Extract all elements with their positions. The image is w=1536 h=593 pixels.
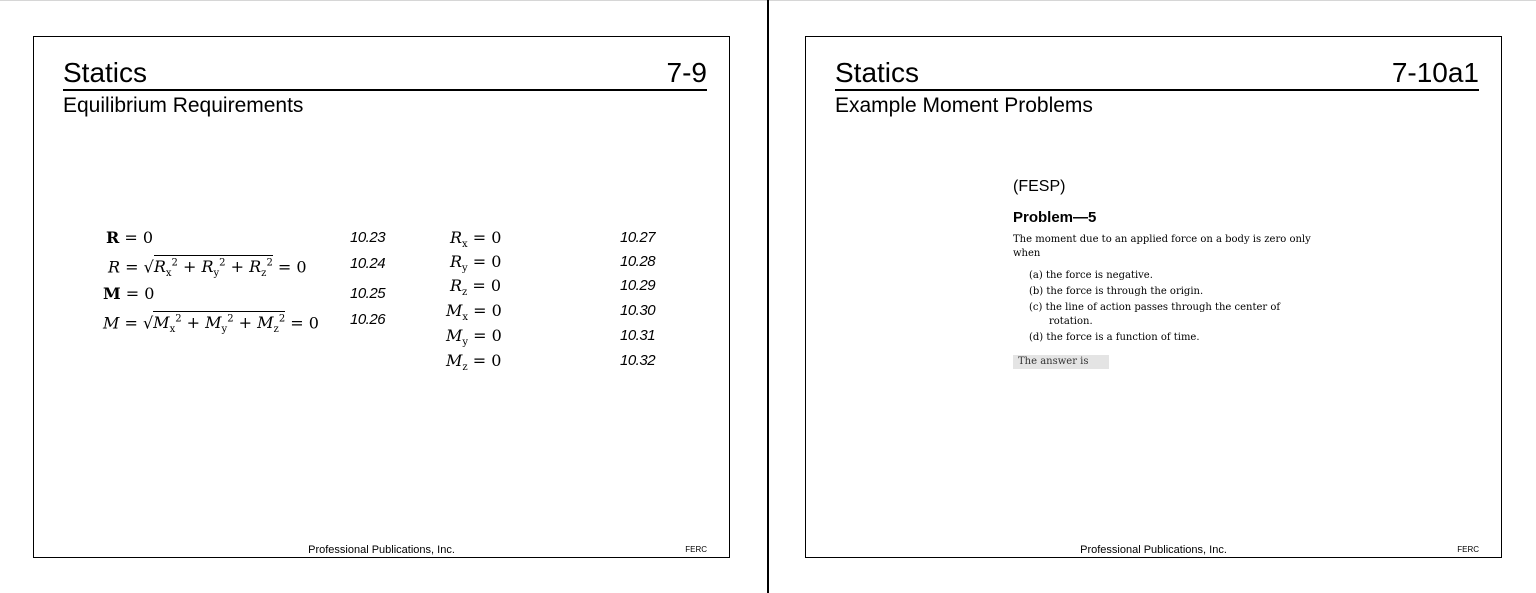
option-d: (d) the force is a function of time. bbox=[1029, 332, 1200, 343]
page-divider bbox=[767, 0, 769, 593]
slide-7-10a1 bbox=[805, 36, 1502, 558]
equation-number: 10.29 bbox=[620, 277, 656, 294]
equation-10-29: $R_z = 0$ bbox=[450, 276, 502, 299]
equation-10-31: $M_y = 0$ bbox=[446, 326, 502, 349]
equation-number: 10.28 bbox=[620, 253, 656, 270]
title-rule bbox=[835, 89, 1479, 91]
problem-block bbox=[1013, 177, 1313, 369]
equation-10-30: $M_x = 0$ bbox=[446, 301, 502, 324]
problem-text: The moment due to an applied force on a body is zero only when bbox=[1013, 234, 1311, 259]
slide-7-9 bbox=[33, 36, 730, 558]
footer-publisher: Professional Publications, Inc. bbox=[308, 544, 455, 556]
slide-number: 7-10a1 bbox=[1391, 57, 1479, 88]
option-b: (b) the force is through the origin. bbox=[1029, 286, 1204, 297]
equation-10-26: $M = √M_x^2 + M_y^2 + M_z^2 = 0$ bbox=[103, 313, 319, 336]
answer-box: The answer is bbox=[1013, 355, 1109, 369]
footer-code: FERC bbox=[685, 545, 707, 554]
equation-number: 10.32 bbox=[620, 352, 656, 369]
equation-number: 10.30 bbox=[620, 302, 656, 319]
title-rule bbox=[63, 89, 707, 91]
slide-title: Statics bbox=[835, 57, 920, 88]
slide-number: 7-9 bbox=[666, 57, 707, 88]
problem-title: Problem—5 bbox=[1013, 209, 1097, 226]
equation-number: 10.23 bbox=[350, 229, 386, 246]
equation-number: 10.24 bbox=[350, 255, 386, 272]
footer-code: FERC bbox=[1457, 545, 1479, 554]
equation-10-25: M = 0 bbox=[103, 284, 155, 303]
slide-title: Statics bbox=[63, 57, 148, 88]
problem-source: (FESP) bbox=[1013, 178, 1066, 195]
equation-number: 10.27 bbox=[620, 229, 656, 246]
equation-10-24: $R = √R_x^2 + R_y^2 + R_z^2 = 0$ bbox=[108, 257, 307, 280]
option-a: (a) the force is negative. bbox=[1029, 270, 1153, 281]
option-c: (c) the line of action passes through the center of rotation. bbox=[1029, 302, 1281, 327]
equation-number: 10.31 bbox=[620, 327, 656, 344]
equation-10-27: $R_x = 0$ bbox=[450, 228, 502, 251]
equation-10-28: $R_y = 0$ bbox=[450, 252, 502, 275]
equation-10-32: $M_z = 0$ bbox=[446, 351, 502, 374]
equation-10-23: R = 0 bbox=[106, 228, 154, 247]
slide-subtitle: Example Moment Problems bbox=[835, 94, 1093, 117]
equation-number: 10.26 bbox=[350, 311, 386, 328]
slide-subtitle: Equilibrium Requirements bbox=[63, 94, 304, 117]
footer-publisher: Professional Publications, Inc. bbox=[1080, 544, 1227, 556]
equation-number: 10.25 bbox=[350, 285, 386, 302]
